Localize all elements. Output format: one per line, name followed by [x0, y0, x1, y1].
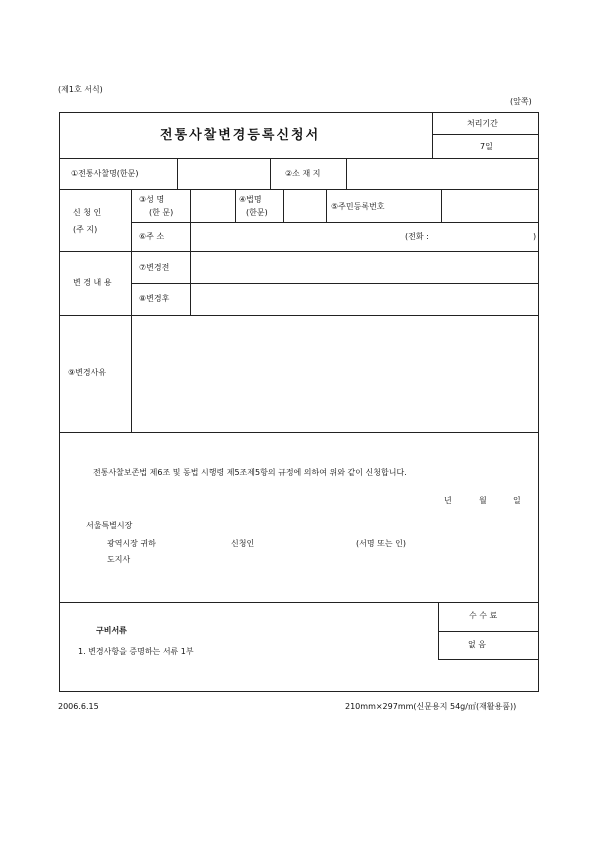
fee-divider: [438, 631, 539, 632]
location-label: ②소 재 지: [285, 169, 321, 178]
dharma-hanja-label: (한문): [246, 208, 268, 217]
day-label: 일: [513, 496, 521, 505]
col-divider: [235, 189, 236, 222]
required-document-item: 1. 변경사항을 증명하는 서류 1부: [78, 647, 194, 656]
row-divider: [131, 222, 539, 223]
change-content-label: 변 경 내 용: [73, 278, 112, 287]
addressee-governor: 도지사: [107, 555, 131, 564]
page-title: 전통사찰변경등록신청서: [160, 128, 321, 143]
col-divider: [326, 189, 327, 222]
change-reason-label: ⑨변경사유: [68, 368, 107, 377]
declaration-statement: 전통사찰보존법 제6조 및 동법 시행령 제5조제5항의 규정에 의하여 위와 같이 신청합니다.: [93, 468, 407, 477]
required-documents-heading: 구비서류: [96, 626, 127, 635]
form-number: (제1호 서식): [58, 85, 103, 94]
paper-spec: 210mm×297mm(신문용지 54g/㎡(재활용품)): [345, 702, 517, 711]
col-divider: [441, 189, 442, 222]
fee-bottom: [438, 659, 539, 660]
resident-number-label: ⑤주민등록번호: [331, 202, 385, 211]
applicant-sublabel: (주 지): [73, 225, 98, 234]
temple-name-label: ①전통사찰명(한문): [71, 169, 139, 178]
front-side-label: (앞쪽): [510, 97, 532, 106]
processing-period-label: 처리기간: [467, 119, 498, 128]
address-label: ⑥주 소: [139, 232, 165, 241]
month-label: 월: [479, 496, 487, 505]
col-divider: [438, 602, 439, 659]
signature-label: (서명 또는 인): [356, 539, 406, 548]
col-divider: [177, 158, 178, 189]
fee-label: 수 수 료: [469, 611, 498, 620]
col-divider: [283, 189, 284, 222]
dharma-name-label: ④법명: [239, 195, 262, 204]
after-change-label: ⑧변경후: [139, 294, 170, 303]
row-divider: [131, 283, 539, 284]
footer-date: 2006.6.15: [58, 702, 99, 711]
col-divider: [346, 158, 347, 189]
addressee-seoul: 서울특별시장: [86, 521, 133, 530]
col-divider: [432, 112, 433, 158]
row-divider: [59, 602, 539, 603]
name-label: ③성 명: [139, 195, 165, 204]
row-divider: [59, 158, 539, 159]
applicant-sign-label: 신청인: [231, 539, 255, 548]
before-change-label: ⑦변경전: [139, 263, 170, 272]
col-divider: [270, 158, 271, 189]
fee-value: 없 음: [468, 640, 486, 649]
col-divider: [190, 189, 191, 315]
col-divider: [131, 189, 132, 432]
applicant-label: 신 청 인: [73, 208, 102, 217]
processing-divider: [432, 134, 539, 135]
row-divider: [59, 432, 539, 433]
addressee-metro: 광역시장 귀하: [107, 539, 156, 548]
year-label: 년: [444, 496, 452, 505]
processing-period-value: 7일: [480, 142, 493, 151]
phone-label: (전화 :: [405, 232, 429, 241]
phone-close: ): [533, 232, 537, 241]
name-hanja-label: (한 문): [149, 208, 174, 217]
